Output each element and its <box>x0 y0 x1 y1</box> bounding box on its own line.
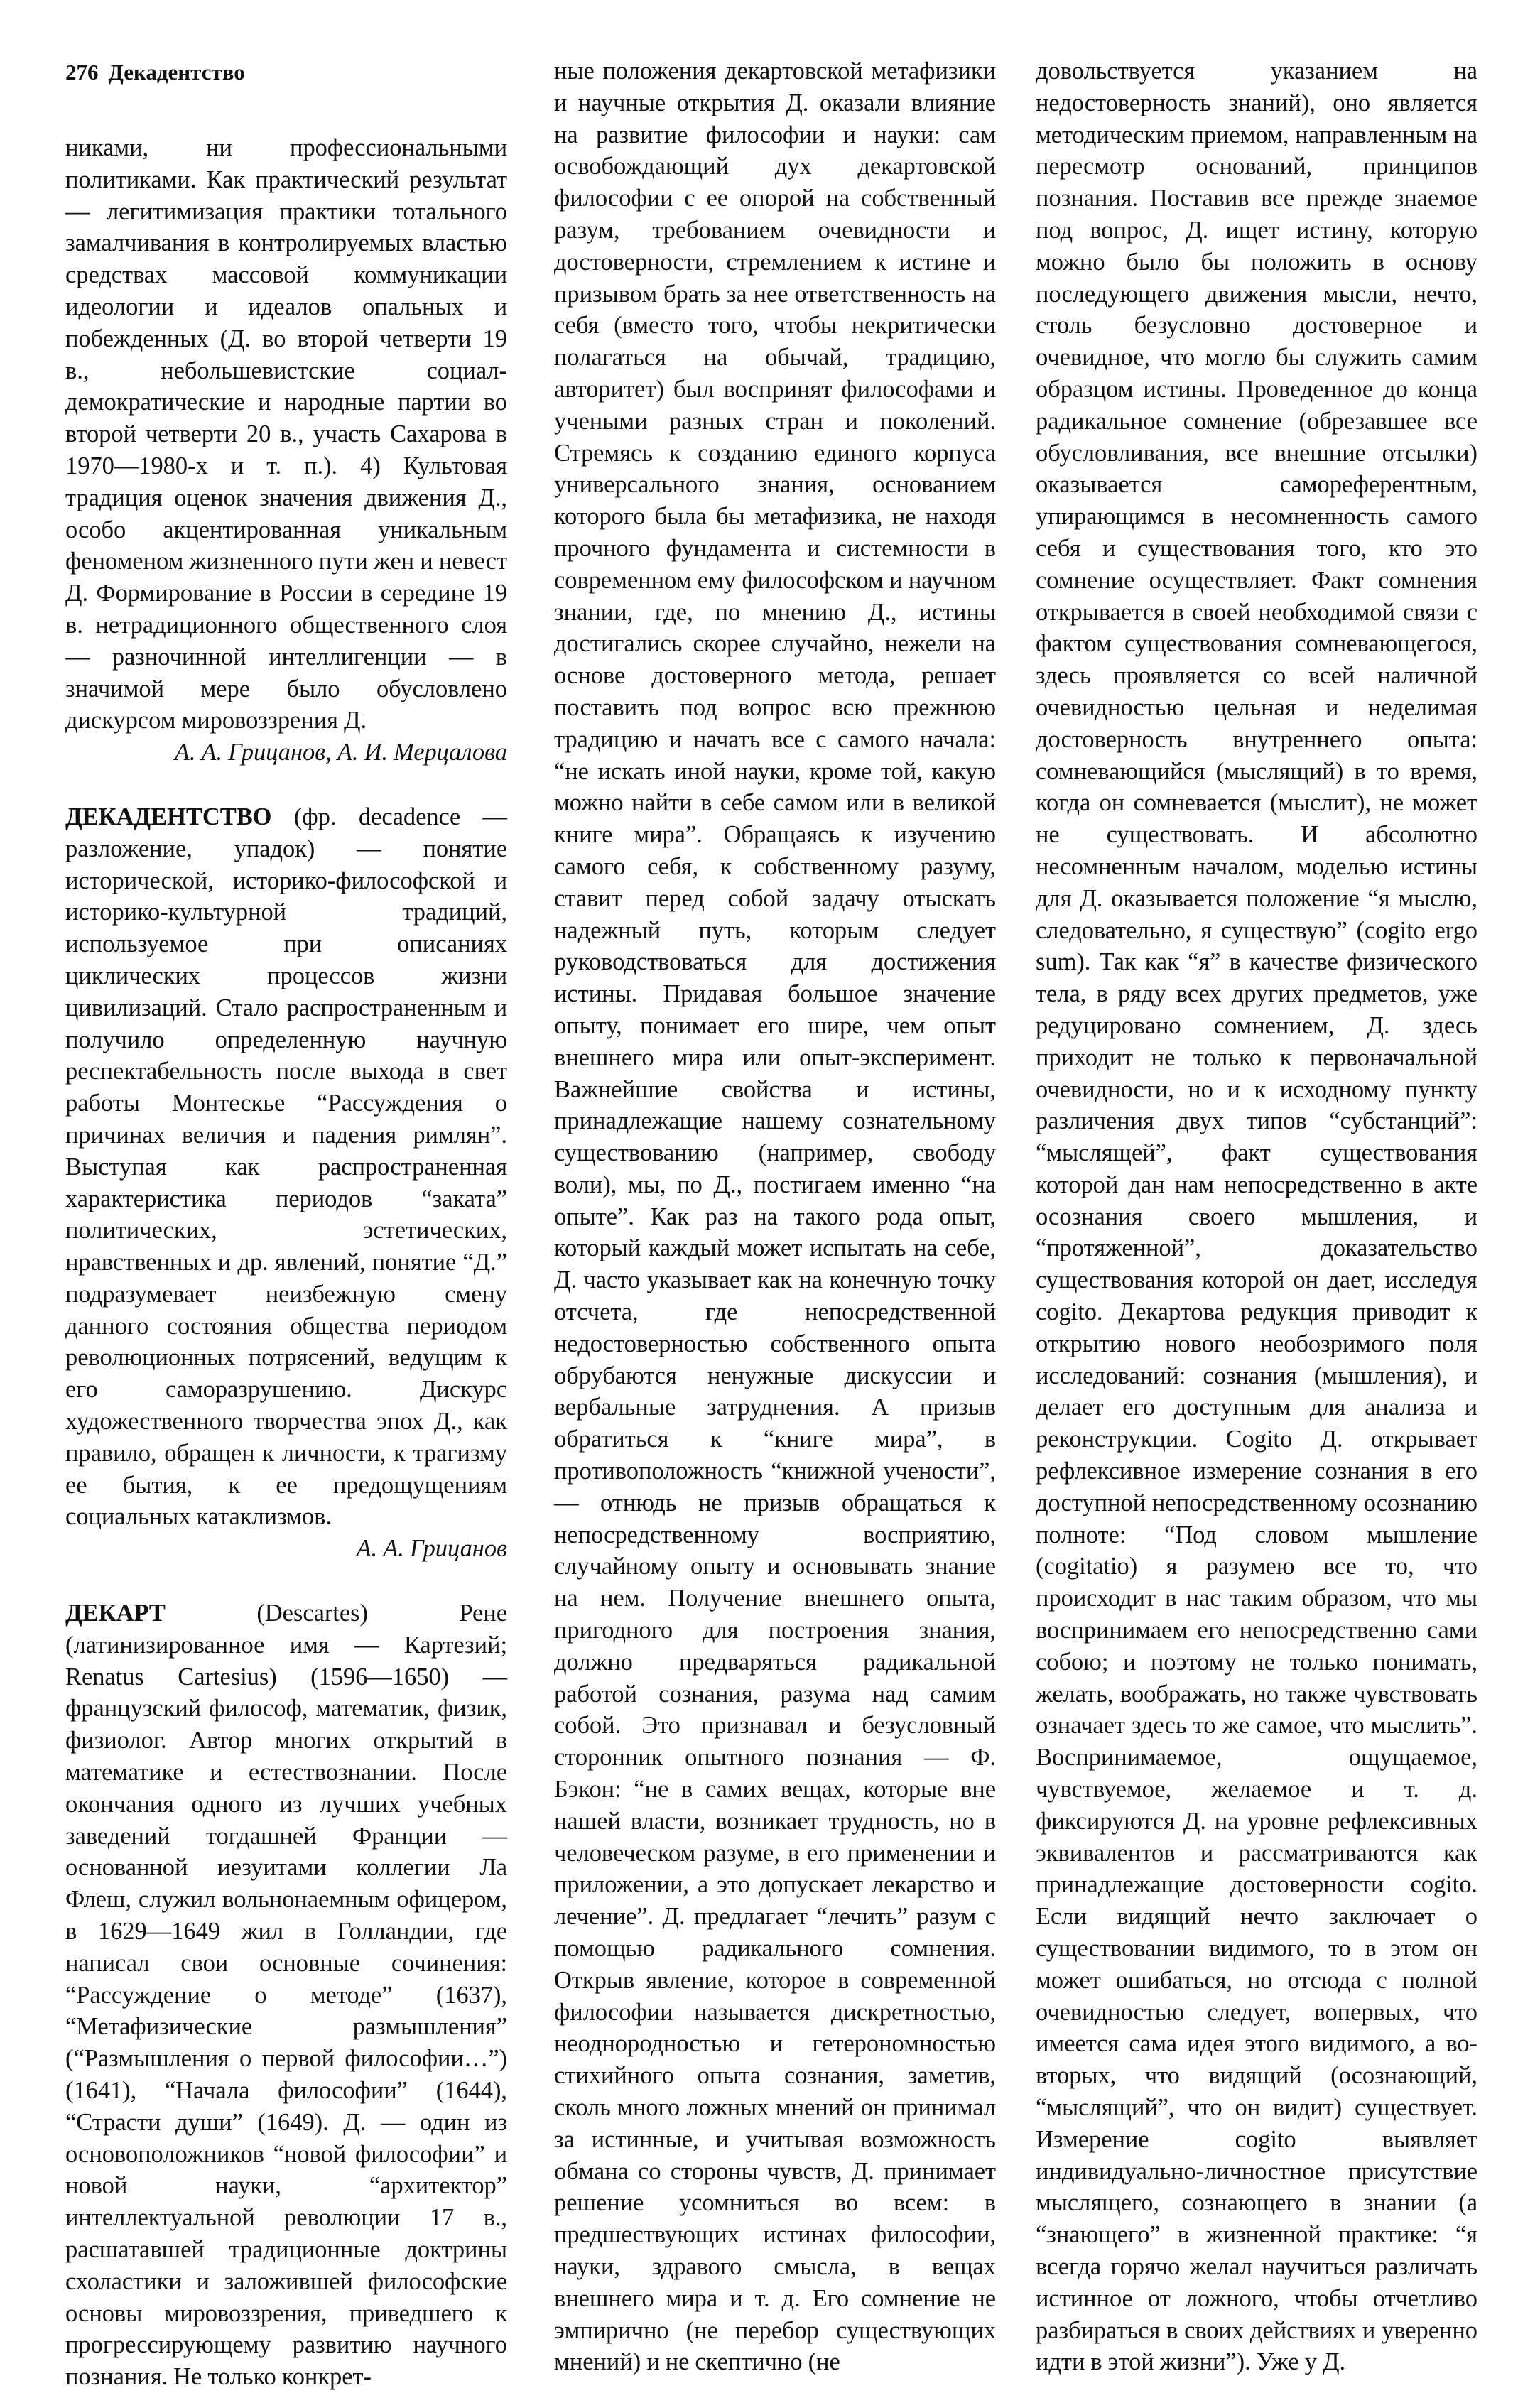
paragraph-column-2: ные положения декартовской метафизики и научные открытия Д. оказали влияние на развитие философии и науки: сам освобождающий дух декартовской философии с ее опорой на собственный разум, требованием очевидности и достоверности, стремлением к истине и призывом брать за нее ответственность на себя (вместо того, чтобы некритически полагаться на обычай, традицию, авторитет) был воспринят философами и учеными разных стран и поколений. Стремясь к созданию единого корпуса универсального знания, основанием которого была бы метафизика, не находя прочного фундамента и системности в современном ему философском и научном знании, где, по мнению Д., истины достигались скорее случайно, нежели на основе достоверного метода, решает поставить под вопрос всю прежнюю традицию и начать все с самого начала: “не искать иной науки, кроме той, какую можно найти в себе самом или в великой книге мира”. Обращаясь к изучению самого себя, к собственному разуму, ставит перед собой задачу отыскать надежный путь, которым следует руководствоваться для достижения истины. Придавая большое значение опыту, понимает его шире, чем опыт внешнего мира или опыт-эксперимент. Важнейшие свойства и истины, принадлежащие нашему сознательному существованию (например, свободу воли), мы, по Д., постигаем именно “на опыте”. Как раз на такого рода опыт, который каждый может испытать на себе, Д. часто указывает как на конечную точку отсчета, где непосредственной недостоверностью собственного опыта обрубаются ненужные дискуссии и вербальные затруднения. А призыв обратиться к “книге мира”, в противоположность “книжной учености”, — отнюдь не призыв обращаться к непосредственному восприятию, случайному опыту и основывать знание на нем. Получение внешнего опыта, пригодного для построения знания, должно предваряться радикальной работой сознания, разума над самим собой. Это признавал и безусловный сторонник опытного познания — Ф. Бэкон: “не в самих вещах, которые вне нашей власти, возникает трудность, но в человеческом разуме, в его применении и приложении, а это допускает лекарство и лечение”. Д. предлагает “лечить” разум с помощью радикального сомнения. Открыв явление, которое в современной философии называется дискретностью, неоднородностью и гетерономностью стихийного опыта сознания, заметив, сколь много ложных мнений он принимал за истинные, и учитывая возможность обмана со стороны чувств, Д. принимает решение усомниться во всем: в предшествующих истинах философии, науки, здравого смысла, в вещах внешнего мира и т. д. Его сомнение не эмпирично (не перебор существующих мнений) и не скептично (не <box>554 58 996 2376</box>
column-2 <box>554 55 996 2378</box>
article-dekart <box>65 1597 507 2393</box>
paragraph-continuation: никами, ни профессиональными политиками. Как практический результат — легитимизация практики тотального замалчивания в контролируемых властью средствах массовой коммуникации идеологии и идеалов опальных и побежденных (Д. во второй четверти 19 в., небольшевистские социал-демократические и народные партии во второй четверти 20 в., участь Сахарова в 1970—1980-х и т. п.). 4) Культовая традиция оценок значения движения Д., особо акцентированная уникальным феноменом жизненного пути жен и невест Д. Формирование в России в середине 19 в. нетрадиционного общественного слоя — разночинной интеллигенции — в значимой мере было обусловлено дискурсом мировоззрения Д. <box>65 134 507 734</box>
running-header <box>65 58 245 87</box>
article-dekadentstvo <box>65 801 507 1533</box>
column-1 <box>65 132 507 2393</box>
article-text-dekadentstvo: (фр. decadence — разложение, упадок) — понятие исторической, историко-философской и историко-культурной традиций, используемое при описаниях циклических процессов жизни цивилизаций. Стало распространенным и получило определенную научную респектабельность после выхода в свет работы Монтескье “Рассуждения о причинах величия и падения римлян”. Выступая как распространенная характеристика периодов “заката” политических, эстетических, нравственных и др. явлений, понятие “Д.” подразумевает неизбежную смену данного состояния общества периодом революционных потрясений, ведущим к его саморазрушению. Дискурс художественного творчества эпох Д., как правило, обращен к личности, к трагизму ее бытия, к ее предощущениям социальных катаклизмов. <box>65 803 507 1531</box>
article-text-dekart: (Descartes) Рене (латинизированное имя — Картезий; Renatus Cartesius) (1596—1650) — французский философ, математик, физик, физиолог. Автор многих открытий в математике и естествознании. После окончания одного из лучших учебных заведений тогдашней Франции — основанной иезуитами коллегии Ла Флеш, служил вольнонаемным офицером, в 1629—1649 жил в Голландии, где написал свои основные сочинения: “Рассуждение о методе” (1637), “Метафизические размышления” (“Размышления о первой философии…”) (1641), “Начала философии” (1644), “Страсти души” (1649). Д. — один из основоположников “новой философии” и новой науки, “архитектор” интеллектуальной революции 17 в., расшатавшей традиционные доктрины схоластики и заложившей философские основы мировоззрения, приведшего к прогрессирующему развитию научного познания. Не только конкрет- <box>65 1600 507 2391</box>
page-number: 276 <box>65 60 99 85</box>
article-term-dekart: ДЕКАРТ <box>65 1600 166 1627</box>
running-title: Декадентство <box>108 60 245 85</box>
column-3 <box>1036 55 1477 2378</box>
article-term-dekadentstvo: ДЕКАДЕНТСТВО <box>65 803 272 830</box>
author-signature-1: А. А. Грицанов, А. И. Мерцалова <box>174 739 507 766</box>
paragraph-column-3: довольствуется указанием на недостоверность знаний), оно является методическим приемом, направленным на пересмотр оснований, принципов познания. Поставив все прежде знаемое под вопрос, Д. ищет истину, которую можно было бы положить в основу последующего движения мысли, нечто, столь безусловно достоверное и очевидное, что могло бы служить самим образцом истины. Проведенное до конца радикальное сомнение (обрезавшее все обусловливания, все внешние отсылки) оказывается самореферентным, упирающимся в несомненность самого себя и существования того, кто это сомнение осуществляет. Факт сомнения открывается в своей необходимой связи с фактом существования сомневающегося, здесь проявляется со всей наличной очевидностью цельная и неделимая достоверность внутреннего опыта: сомневающийся (мыслящий) в то время, когда он сомневается (мыслит), не может не существовать. И абсолютно несомненным началом, моделью истины для Д. оказывается положение “я мыслю, следовательно, я существую” (cogito ergo sum). Так как “я” в качестве физического тела, в ряду всех других предметов, уже редуцировано сомнением, Д. здесь приходит не только к первоначальной очевидности, но и к исходному пункту различения двух типов “субстанций”: “мыслящей”, факт существования которой дан нам непосредственно в акте осознания своего мышления, и “протяженной”, доказательство существования которой он дает, исследуя cogito. Декартова редукция приводит к открытию нового необозримого поля исследований: сознания (мышления), и делает его доступным для анализа и реконструкции. Cogito Д. открывает рефлексивное измерение сознания в его доступной непосредственному осознанию полноте: “Под словом мышление (cogitatio) я разумею все то, что происходит в нас таким образом, что мы воспринимаем его непосредственно сами собою; и поэтому не только понимать, желать, воображать, но также чувствовать означает здесь то же самое, что мыслить”. Воспринимаемое, ощущаемое, чувствуемое, желаемое и т. д. фиксируются Д. на уровне рефлексивных эквивалентов и рассматриваются как принадлежащие достоверности cogito. Если видящий нечто заключает о существовании видимого, то в этом он может ошибаться, но отсюда с полной очевидностью следует, вопервых, что имеется сама идея этого видимого, а во-вторых, что видящий (осознающий, “мыслящий”, что он видит) существует. Измерение cogito выявляет индивидуально-личностное присутствие мыслящего, сознающего в знании (а “знающего” в жизненной практике: “я всегда горячо желал научиться различать истинное от ложного, чтобы отчетливо разбираться в своих действиях и уверенно идти в этой жизни”). Уже у Д. <box>1036 58 1477 2376</box>
author-signature-2: А. А. Грицанов <box>356 1535 507 1563</box>
